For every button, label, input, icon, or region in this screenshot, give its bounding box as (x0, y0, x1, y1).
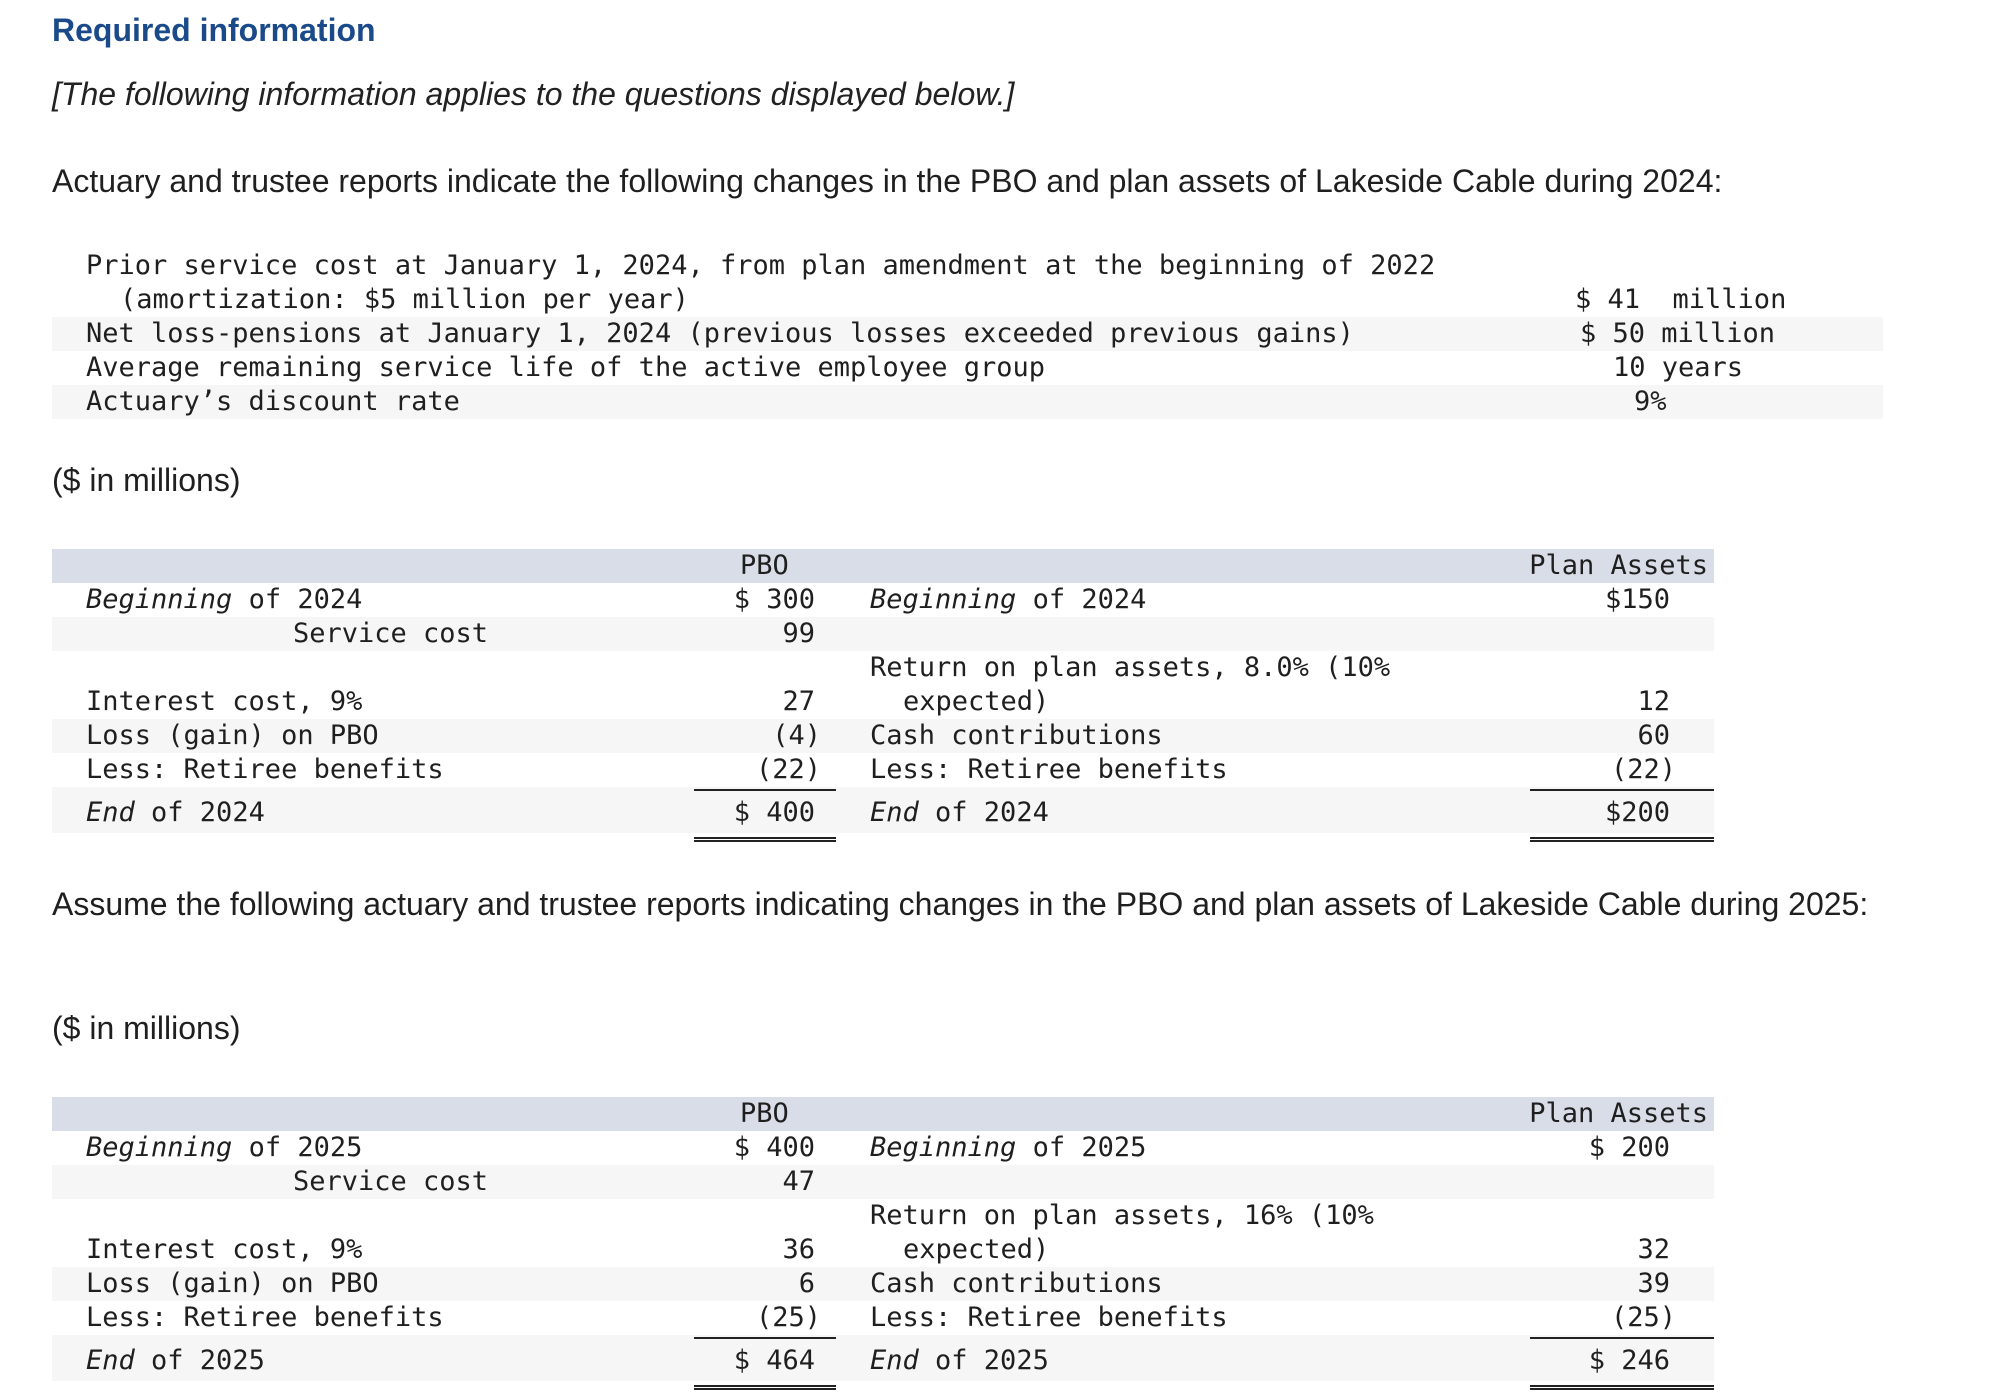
units-note-2025: ($ in millions) (52, 1010, 241, 1046)
assets-retiree-value: (25) (1610, 1302, 1676, 1333)
pbo-retiree-label: Less: Retiree benefits (86, 1302, 444, 1333)
intro-paragraph-2025: Assume the following actuary and trustee reports indicating changes in the PBO and plan assets of Lakeside Cable during 2025: (52, 886, 1869, 922)
assets-beginning-value: $ 200 (1588, 1132, 1670, 1163)
info-row4-label: Actuary’s discount rate (86, 386, 460, 417)
info-row1-label-line1: Prior service cost at January 1, 2024, from plan amendment at the beginning of 2022 (86, 250, 1436, 281)
table-2024 (0, 549, 1995, 845)
loss-gain-label: Loss (gain) on PBO (86, 1268, 379, 1299)
assets-retiree-value: (22) (1610, 754, 1676, 785)
assets-end-label: End of 2024 (870, 797, 1049, 828)
pbo-header: PBO (740, 1098, 789, 1129)
assets-total-double-rule (1530, 837, 1714, 842)
intro-note: [The following information applies to the questions displayed below.] (52, 76, 1015, 112)
interest-cost-value: 36 (782, 1234, 815, 1265)
info-row4-value: 9% (1634, 386, 1667, 417)
plan-assets-header: Plan Assets (1529, 550, 1708, 581)
cash-contributions-label: Cash contributions (870, 1268, 1163, 1299)
return-value: 32 (1637, 1234, 1670, 1265)
units-note-2024: ($ in millions) (52, 462, 241, 498)
info-row3-label: Average remaining service life of the active employee group (86, 352, 1046, 383)
service-cost-value: 99 (782, 618, 815, 649)
section-heading: Required information (52, 12, 376, 48)
pbo-retiree-value: (25) (755, 1302, 821, 1333)
pbo-end-label: End of 2024 (86, 797, 265, 828)
assets-end-value: $200 (1604, 797, 1670, 828)
assets-retiree-label: Less: Retiree benefits (870, 754, 1228, 785)
assets-end-value: $ 246 (1588, 1345, 1670, 1376)
service-cost-value: 47 (782, 1166, 815, 1197)
pbo-end-value: $ 464 (733, 1345, 815, 1376)
pbo-end-value: $ 400 (733, 797, 815, 828)
service-cost-label: Service cost (293, 618, 489, 649)
pbo-retiree-value: (22) (755, 754, 821, 785)
table-2025 (0, 1097, 1995, 1393)
assets-total-double-rule (1530, 1385, 1714, 1390)
interest-cost-value: 27 (782, 686, 815, 717)
info-row1-value: $ 41 million (1575, 284, 1787, 315)
cash-contributions-label: Cash contributions (870, 720, 1163, 751)
pbo-beginning-value: $ 300 (733, 584, 815, 615)
assets-retiree-label: Less: Retiree benefits (870, 1302, 1228, 1333)
pbo-beginning-value: $ 400 (733, 1132, 815, 1163)
info-row1-label-line2: (amortization: $5 million per year) (120, 284, 689, 315)
return-label-line1: Return on plan assets, 16% (10% (870, 1200, 1374, 1231)
return-label-line2: expected) (903, 1234, 1050, 1265)
pbo-end-label: End of 2025 (86, 1345, 265, 1376)
plan-assets-header: Plan Assets (1529, 1098, 1708, 1129)
loss-gain-value: 6 (798, 1268, 815, 1299)
assets-end-label: End of 2025 (870, 1345, 1049, 1376)
assets-beginning-label: Beginning of 2025 (870, 1132, 1147, 1163)
loss-gain-value: (4) (772, 720, 821, 751)
cash-contributions-value: 60 (1637, 720, 1670, 751)
return-label-line2: expected) (903, 686, 1050, 717)
assets-beginning-label: Beginning of 2024 (870, 584, 1147, 615)
info-row3-value: 10 years (1613, 352, 1744, 383)
pbo-total-double-rule (694, 1385, 836, 1390)
intro-paragraph-2024: Actuary and trustee reports indicate the following changes in the PBO and plan assets of Lakeside Cable during 2024: (52, 163, 1723, 199)
return-label-line1: Return on plan assets, 8.0% (10% (870, 652, 1391, 683)
pbo-retiree-label: Less: Retiree benefits (86, 754, 444, 785)
assets-beginning-value: $150 (1604, 584, 1670, 615)
assets-subtotal-rule (1530, 789, 1714, 791)
interest-cost-label: Interest cost, 9% (86, 1234, 363, 1265)
pbo-subtotal-rule (694, 789, 836, 791)
return-value: 12 (1637, 686, 1670, 717)
pbo-total-double-rule (694, 837, 836, 842)
info-row2-value: $ 50 million (1580, 318, 1776, 349)
service-cost-label: Service cost (293, 1166, 489, 1197)
pbo-header: PBO (740, 550, 789, 581)
pbo-subtotal-rule (694, 1337, 836, 1339)
cash-contributions-value: 39 (1637, 1268, 1670, 1299)
interest-cost-label: Interest cost, 9% (86, 686, 363, 717)
loss-gain-label: Loss (gain) on PBO (86, 720, 379, 751)
pbo-beginning-label: Beginning of 2025 (86, 1132, 363, 1163)
assets-subtotal-rule (1530, 1337, 1714, 1339)
pbo-beginning-label: Beginning of 2024 (86, 584, 363, 615)
info-row2-label: Net loss-pensions at January 1, 2024 (previous losses exceeded previous gains) (86, 318, 1354, 349)
